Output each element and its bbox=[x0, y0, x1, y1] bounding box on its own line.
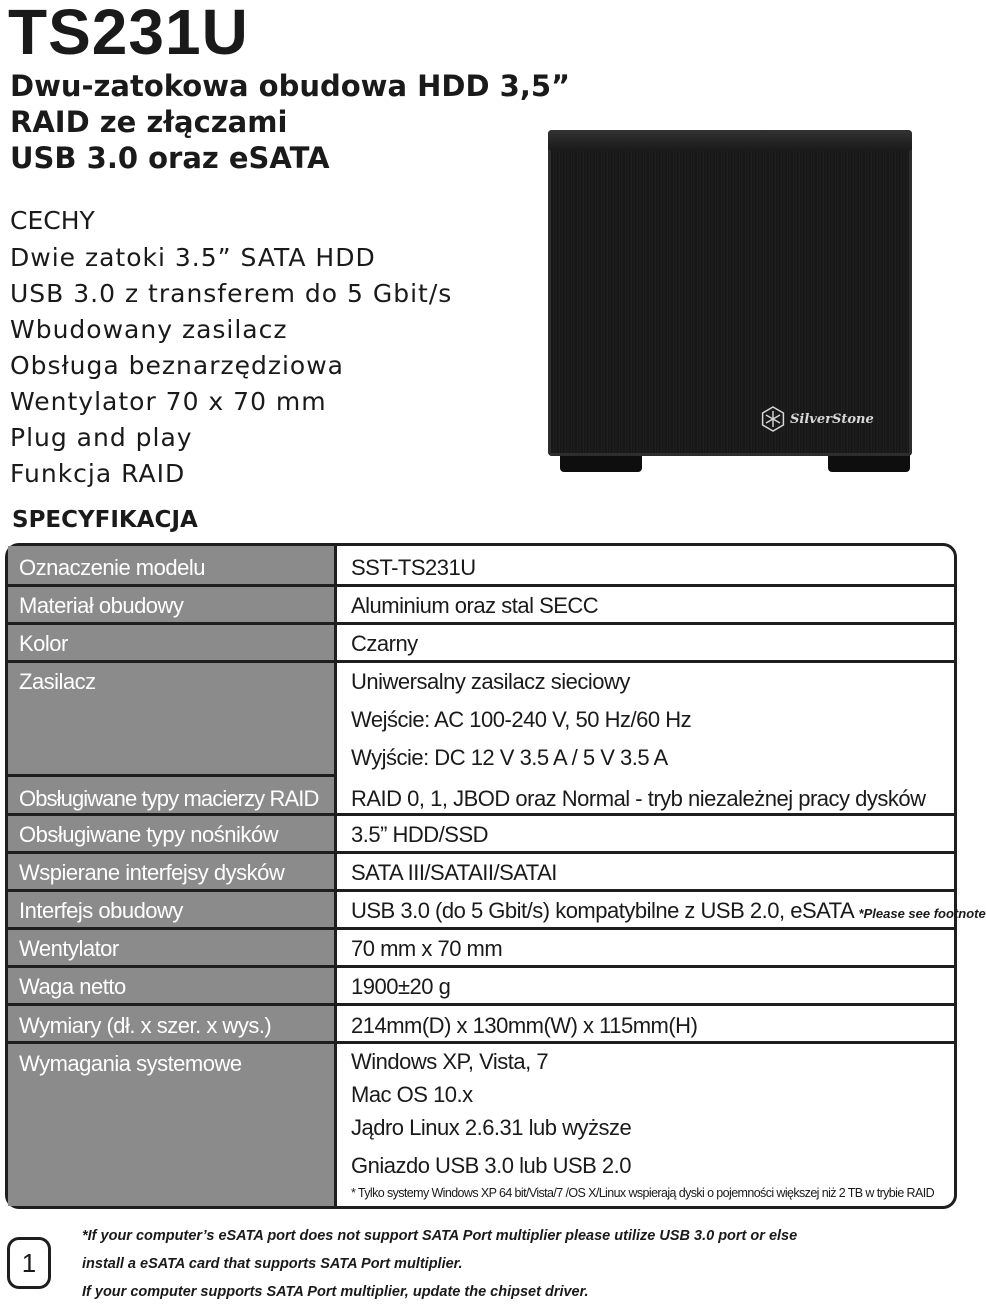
spec-row-weight bbox=[8, 968, 954, 1006]
spec-value: 70 mm x 70 mm bbox=[351, 936, 503, 961]
feature-item: USB 3.0 z transferem do 5 Gbit/s bbox=[10, 279, 453, 308]
feature-item: Funkcja RAID bbox=[10, 459, 186, 488]
specs-table bbox=[5, 543, 986, 1209]
spec-value: RAID 0, 1, JBOD oraz Normal - tryb niezależnej pracy dysków bbox=[351, 786, 926, 811]
enclosure-lid bbox=[548, 130, 912, 150]
feature-item: Plug and play bbox=[10, 423, 193, 452]
subtitle-line: RAID ze złączami bbox=[10, 105, 288, 139]
spec-value-group bbox=[351, 668, 951, 772]
spec-value: 214mm(D) x 130mm(W) x 115mm(H) bbox=[351, 1013, 698, 1038]
spec-value: SATA III/SATAII/SATAI bbox=[351, 860, 557, 885]
page-number: 1 bbox=[7, 1237, 51, 1289]
spec-row-raid bbox=[8, 777, 954, 816]
spec-value: Uniwersalny zasilacz sieciowy bbox=[351, 669, 630, 694]
spec-label: Wspierane interfejsy dysków bbox=[19, 860, 285, 885]
product-subtitle bbox=[10, 68, 570, 176]
enclosure-body bbox=[548, 130, 912, 456]
product-image bbox=[548, 130, 912, 472]
brand-logo bbox=[760, 406, 874, 432]
spec-label: Zasilacz bbox=[19, 669, 96, 694]
snowflake-logo-icon bbox=[760, 406, 786, 432]
footnote-line: If your computer supports SATA Port multiplier, update the chipset driver. bbox=[82, 1284, 589, 1300]
spec-note: * Tylko systemy Windows XP 64 bit/Vista/7 /OS X/Linux wspierają dyski o pojemności większej niż 2 TB w trybie RAID bbox=[351, 1186, 935, 1200]
model-title: TS231U bbox=[8, 0, 249, 68]
spec-row-power-supply bbox=[8, 663, 954, 777]
spec-row-dimensions bbox=[8, 1006, 954, 1044]
spec-value: Aluminium oraz stal SECC bbox=[351, 593, 599, 618]
spec-value: USB 3.0 (do 5 Gbit/s) kompatybilne z USB 2.0, eSATA bbox=[351, 898, 853, 923]
feature-item: Dwie zatoki 3.5” SATA HDD bbox=[10, 243, 376, 272]
spec-value: 1900±20 g bbox=[351, 974, 451, 999]
spec-value: Czarny bbox=[351, 631, 418, 656]
feature-item: Wentylator 70 x 70 mm bbox=[10, 387, 327, 416]
spec-value-group bbox=[351, 897, 986, 928]
feature-item: Wbudowany zasilacz bbox=[10, 315, 288, 344]
footnote bbox=[82, 1222, 797, 1306]
spec-row-fan bbox=[8, 930, 954, 968]
spec-label: Oznaczenie modelu bbox=[19, 555, 205, 580]
footnote-line: install a eSATA card that supports SATA Port multiplier. bbox=[82, 1256, 463, 1272]
spec-value: Wyjście: DC 12 V 3.5 A / 5 V 3.5 A bbox=[351, 745, 668, 770]
spec-label: Wentylator bbox=[19, 936, 119, 961]
spec-label: Kolor bbox=[19, 631, 68, 656]
spec-row-media bbox=[8, 816, 954, 854]
spec-value: Gniazdo USB 3.0 lub USB 2.0 bbox=[351, 1153, 631, 1178]
spec-value-group bbox=[351, 1048, 951, 1202]
spec-label: Wymagania systemowe bbox=[19, 1051, 242, 1076]
spec-value: Mac OS 10.x bbox=[351, 1082, 473, 1107]
spec-value: Jądro Linux 2.6.31 lub wyższe bbox=[351, 1115, 632, 1140]
spec-label: Obsługiwane typy nośników bbox=[19, 822, 278, 847]
spec-value: Windows XP, Vista, 7 bbox=[351, 1049, 549, 1074]
spec-label: Obsługiwane typy macierzy RAID bbox=[19, 786, 319, 811]
spec-value: 3.5” HDD/SSD bbox=[351, 822, 489, 847]
spec-label: Wymiary (dł. x szer. x wys.) bbox=[19, 1013, 272, 1038]
features-heading: CECHY bbox=[10, 206, 95, 235]
spec-label: Interfejs obudowy bbox=[19, 898, 183, 923]
footnote-line: *If your computer’s eSATA port does not support SATA Port multiplier please utilize USB 3.0 port or else bbox=[82, 1228, 798, 1244]
spec-row-disk-interfaces bbox=[8, 854, 954, 892]
feature-item: Obsługa beznarzędziowa bbox=[10, 351, 344, 380]
spec-row-enclosure-interface bbox=[8, 892, 986, 930]
spec-row-color bbox=[8, 625, 954, 663]
features-list bbox=[10, 240, 452, 492]
specs-heading: SPECYFIKACJA bbox=[12, 507, 198, 533]
spec-row-model bbox=[8, 546, 954, 587]
footnote-reference: *Please see footnote bbox=[858, 906, 986, 921]
subtitle-line: Dwu-zatokowa obudowa HDD 3,5” bbox=[10, 69, 571, 103]
spec-label: Waga netto bbox=[19, 974, 126, 999]
spec-label: Materiał obudowy bbox=[19, 593, 184, 618]
subtitle-line: USB 3.0 oraz eSATA bbox=[10, 141, 330, 175]
brand-logo-text: SilverStone bbox=[790, 411, 874, 427]
spec-row-system-requirements bbox=[8, 1044, 954, 1206]
spec-value: SST-TS231U bbox=[351, 555, 476, 580]
spec-row-material bbox=[8, 587, 954, 625]
spec-value: Wejście: AC 100-240 V, 50 Hz/60 Hz bbox=[351, 707, 692, 732]
